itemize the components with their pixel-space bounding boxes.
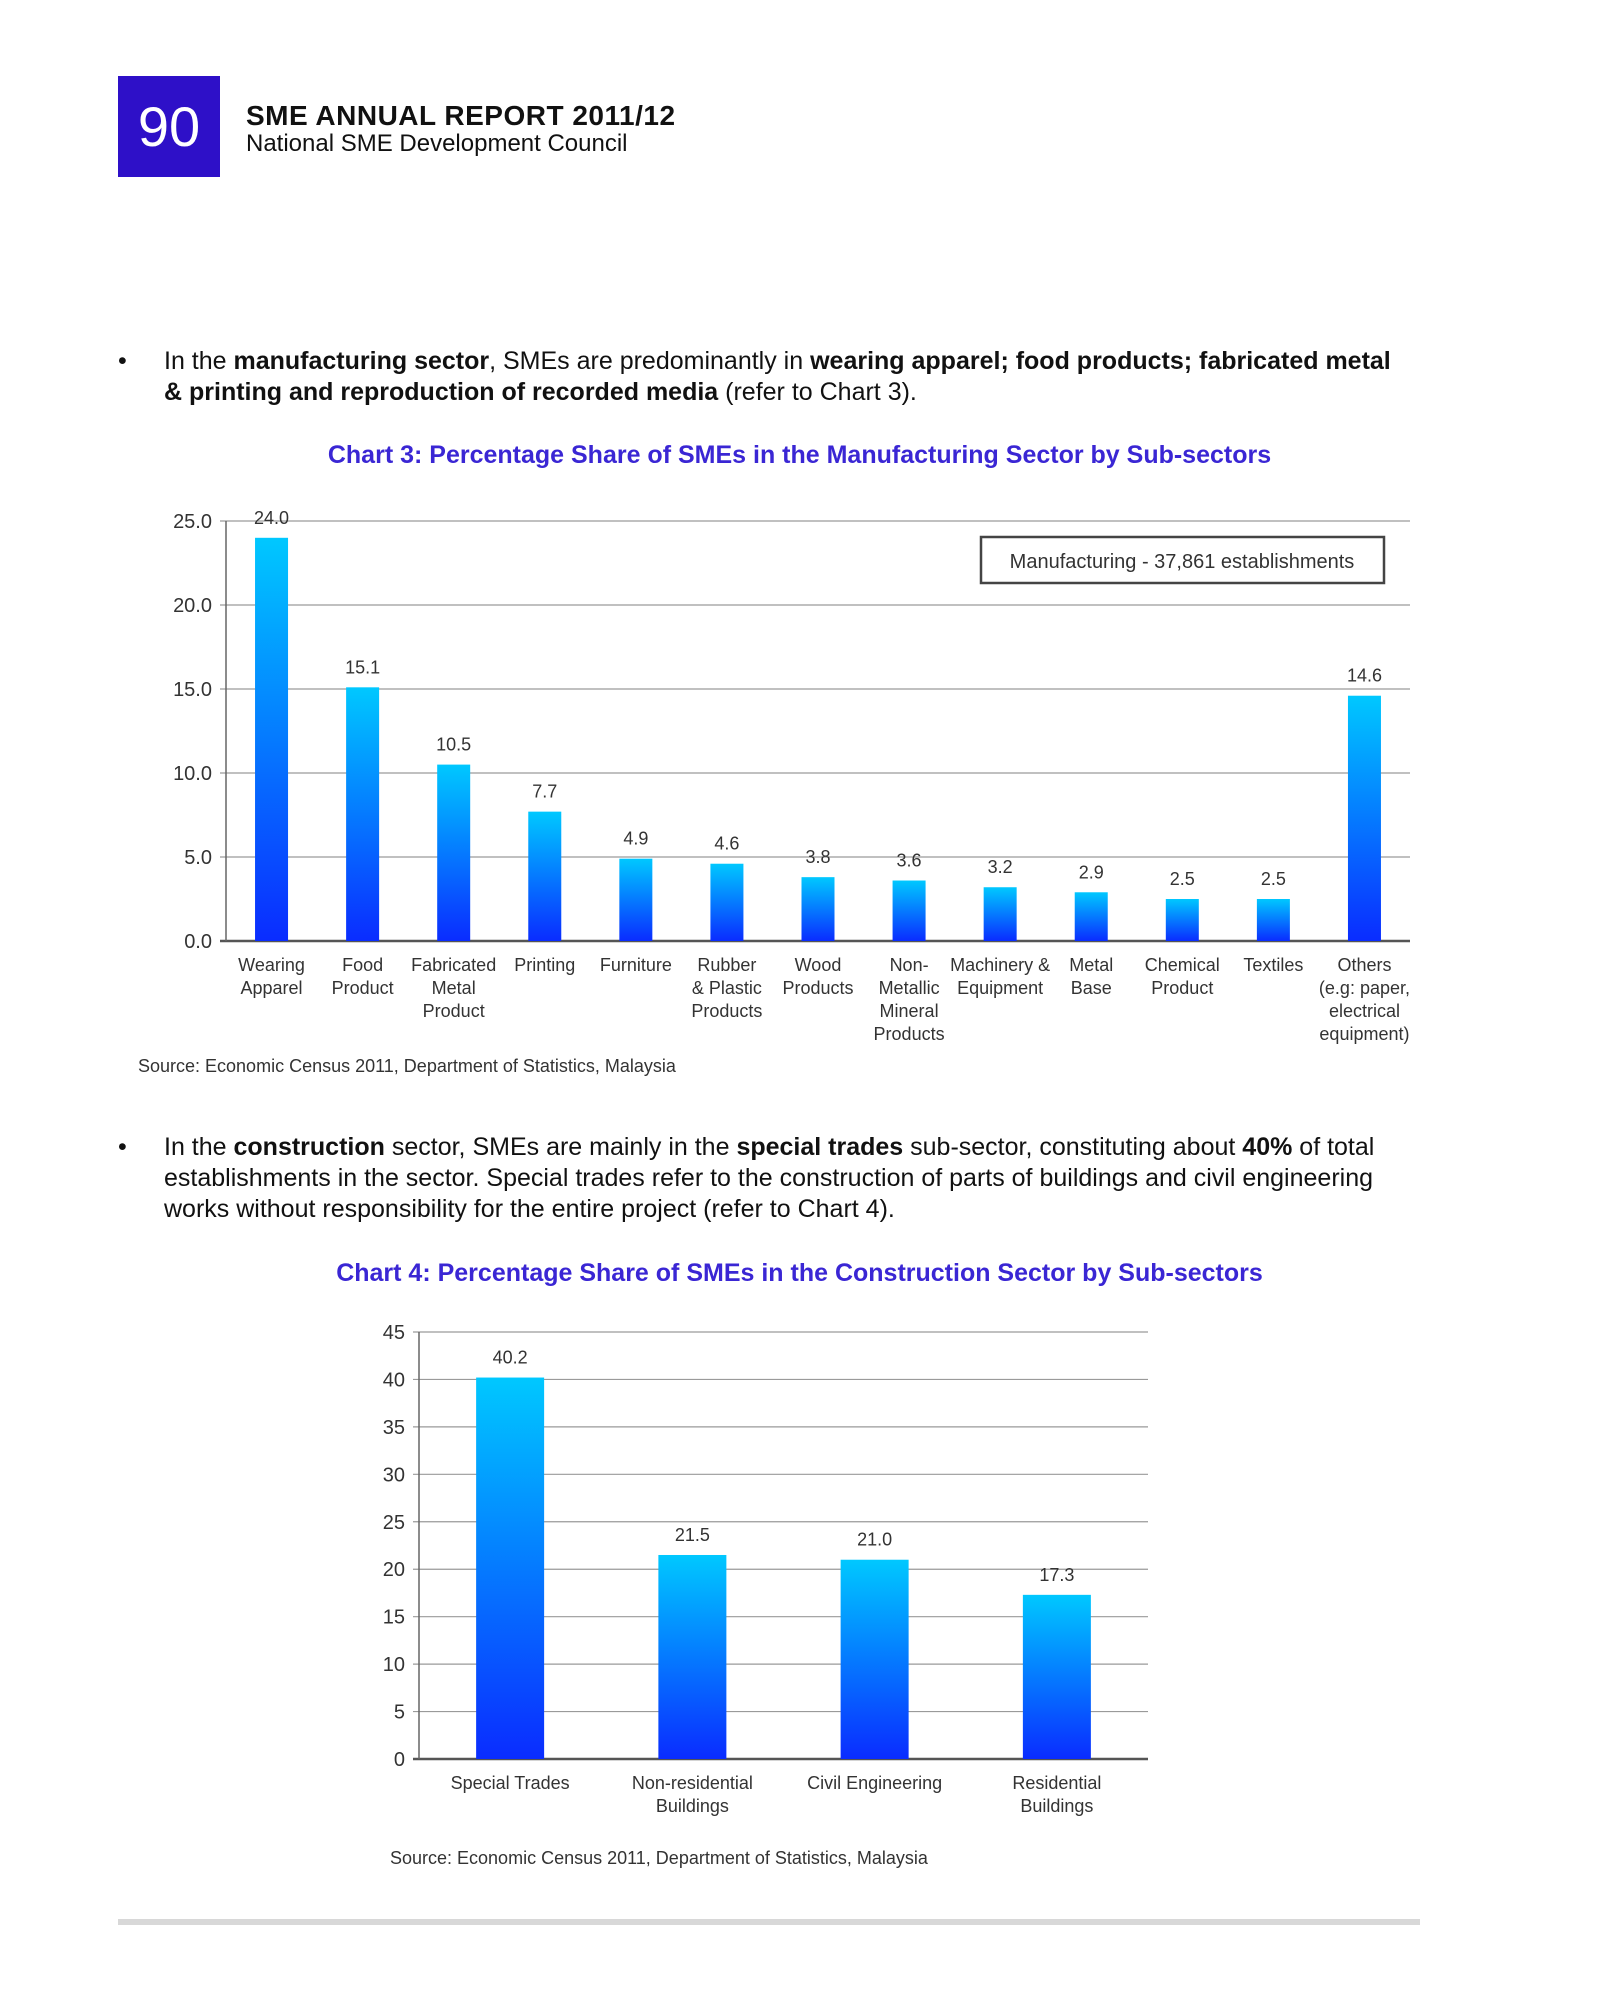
chart3-ytick-label: 25.0 <box>173 511 212 533</box>
chart4-bar <box>841 1560 909 1759</box>
page-number-badge: 90 <box>118 76 220 177</box>
chart3-value-label: 7.7 <box>532 781 558 802</box>
chart4-ytick-label: 45 <box>382 1322 405 1344</box>
bullet-1: • <box>118 347 127 375</box>
chart3-ytick-label: 0.0 <box>184 931 212 953</box>
chart3-value-label: 15.1 <box>345 657 381 678</box>
paragraph-construction: In the construction sector, SMEs are mainly in the special trades sub-sector, constituting about 40% of total establishments in the sector. Special trades refer to the construction of parts of buildings and civil engineering works without responsibility for the entire project (refer to Chart 4). <box>164 1133 1375 1223</box>
chart3-category-label: Wood Products <box>782 955 854 998</box>
chart4-value-label: 17.3 <box>1039 1564 1075 1585</box>
chart3-bar <box>619 859 652 941</box>
bullet-2: • <box>118 1133 127 1161</box>
chart3-bar <box>893 881 926 941</box>
chart3-bar <box>984 887 1017 941</box>
chart4-title: Chart 4: Percentage Share of SMEs in the Construction Sector by Sub-sectors <box>336 1259 1263 1287</box>
chart4-category-label: Non-residential Buildings <box>631 1773 753 1816</box>
chart3-title: Chart 3: Percentage Share of SMEs in the Manufacturing Sector by Sub-sectors <box>327 441 1272 469</box>
chart3-bar <box>528 812 561 941</box>
chart3-value-label: 2.5 <box>1169 869 1195 889</box>
chart3-value-label: 4.9 <box>623 828 649 849</box>
chart4-value-label: 21.5 <box>674 1524 710 1545</box>
chart3-ytick-label: 5.0 <box>184 847 212 869</box>
chart4-source: Source: Economic Census 2011, Department of Statistics, Malaysia <box>390 1848 928 1868</box>
chart3-bar <box>1348 696 1381 941</box>
chart4-value-label: 21.0 <box>857 1529 893 1550</box>
chart3-category-label: Textiles <box>1243 955 1304 975</box>
chart3-value-label: 3.8 <box>805 847 831 868</box>
chart3-category-label: Printing <box>514 955 576 975</box>
chart4-ytick-label: 25 <box>382 1511 405 1534</box>
chart3-value-label: 3.2 <box>987 857 1013 878</box>
chart3-category-label: Rubber & Plastic Products <box>691 955 763 1021</box>
chart4-bar <box>658 1555 726 1759</box>
chart3-value-label: 3.6 <box>896 850 922 871</box>
chart3-category-label: Non-Metallic Mineral Products <box>873 955 945 1044</box>
chart3-value-label: 10.5 <box>436 734 472 755</box>
chart3-value-label: 2.9 <box>1078 862 1104 883</box>
chart4-ytick-label: 10 <box>382 1654 405 1677</box>
chart3-value-label: 24.0 <box>254 507 290 528</box>
chart3-category-label: Food Product <box>331 955 394 998</box>
chart4-category-label: Residential Buildings <box>1012 1773 1102 1816</box>
chart3-category-label: Others (e.g: paper, electrical equipment) <box>1318 955 1411 1044</box>
report-title: SME ANNUAL REPORT 2011/12 <box>246 100 676 131</box>
chart4-ytick-label: 20 <box>382 1559 405 1582</box>
chart3-category-label: Chemical Product <box>1144 955 1220 998</box>
chart3-bar <box>802 877 835 941</box>
chart3-bar <box>1166 899 1199 941</box>
chart3-bar <box>437 765 470 941</box>
paragraph-manufacturing: In the manufacturing sector, SMEs are predominantly in wearing apparel; food products; fabricated metal & printing and reproduction of recorded media (refer to Chart 3). <box>164 347 1391 406</box>
chart3-category-label: Fabricated Metal Product <box>411 955 497 1021</box>
chart4-ytick-label: 5 <box>393 1701 405 1724</box>
report-subtitle: National SME Development Council <box>246 130 628 157</box>
chart3-category-label: Metal Base <box>1069 955 1114 998</box>
chart4-bar <box>476 1378 544 1759</box>
chart3 <box>0 480 1599 1060</box>
chart4-category-label: Special Trades <box>450 1773 570 1793</box>
chart4-category-label: Civil Engineering <box>807 1773 943 1793</box>
chart3-annotation: Manufacturing - 37,861 establishments <box>1009 551 1355 573</box>
chart4-ytick-label: 30 <box>382 1464 405 1487</box>
chart4-ytick-label: 35 <box>382 1416 405 1439</box>
chart3-bar <box>710 864 743 941</box>
chart3-value-label: 4.6 <box>714 833 740 854</box>
chart3-category-label: Wearing Apparel <box>238 955 305 998</box>
chart3-ytick-label: 15.0 <box>173 679 212 701</box>
chart3-category-label: Machinery & Equipment <box>950 955 1051 998</box>
chart3-bar <box>255 538 288 941</box>
chart3-ytick-label: 10.0 <box>173 763 212 785</box>
chart4-bar <box>1023 1595 1091 1759</box>
footer-rule <box>118 1919 1420 1925</box>
chart3-value-label: 2.5 <box>1260 869 1286 889</box>
chart4-ytick-label: 0 <box>393 1749 405 1771</box>
chart3-source: Source: Economic Census 2011, Department of Statistics, Malaysia <box>138 1056 676 1076</box>
chart4-ytick-label: 15 <box>382 1606 405 1629</box>
chart4-ytick-label: 40 <box>382 1369 405 1392</box>
chart4 <box>0 1300 1599 1840</box>
chart3-bar <box>346 687 379 941</box>
chart4-value-label: 40.2 <box>492 1347 528 1368</box>
chart3-ytick-label: 20.0 <box>173 595 212 617</box>
chart3-bar <box>1257 899 1290 941</box>
chart3-category-label: Furniture <box>599 955 672 975</box>
chart3-value-label: 14.6 <box>1346 665 1382 686</box>
chart3-bar <box>1075 892 1108 941</box>
